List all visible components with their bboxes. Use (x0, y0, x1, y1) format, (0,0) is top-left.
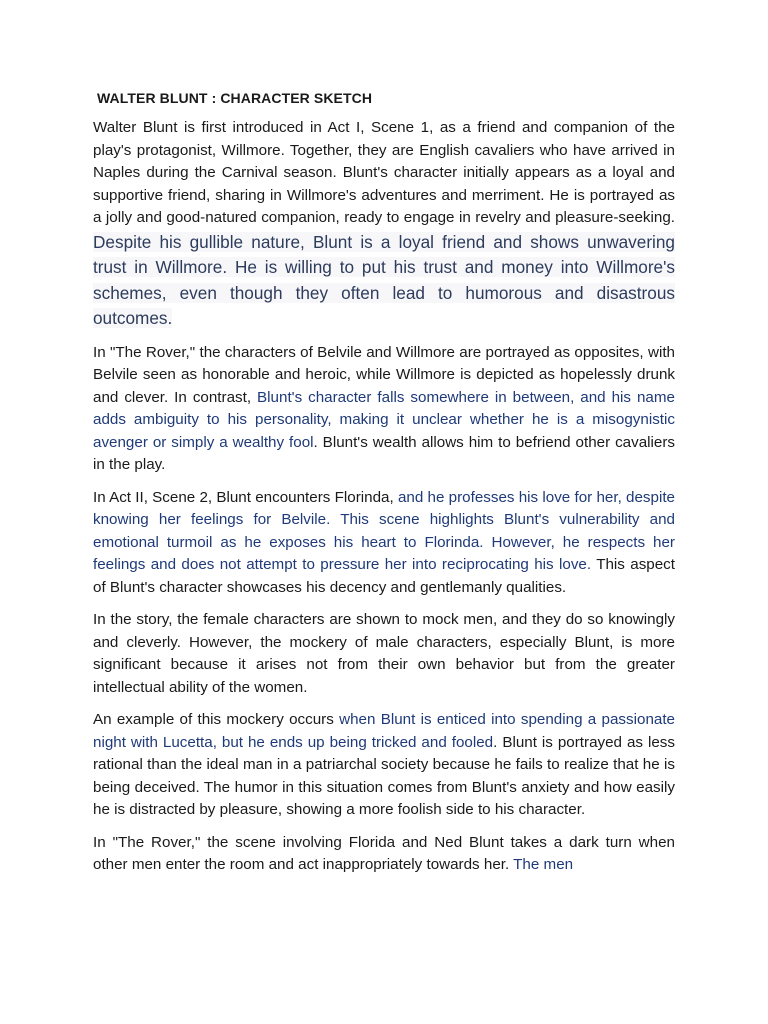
paragraph-lucetta (93, 709, 675, 822)
paragraph-highlight-text: when Blunt is enticed into spending a passionate night with Lucetta, but he ends up being tricked and fooled (93, 711, 675, 751)
paragraph-text: This aspect of Blunt's character showcases his decency and gentlemanly qualities. (93, 556, 675, 596)
paragraph-text: . Blunt's wealth allows him to befriend other cavaliers in the play. (93, 433, 675, 473)
paragraph-text: In the story, the female characters are shown to mock men, and they do so knowingly and cleverly. However, the mockery of male characters, especially Blunt, is more significant because it arises not from their own behavior but from the greater intellectual ability of the women. (93, 611, 675, 696)
paragraph-text: In "The Rover," the characters of Belvile and Willmore are portrayed as opposites, with Belvile seen as honorable and heroic, while Willmore is depicted as hopelessly drunk and clever. In contrast, (93, 343, 675, 406)
paragraph-text: In Act II, Scene 2, Blunt encounters Florinda, (93, 488, 398, 506)
paragraph-text: . Blunt is portrayed as less rational than the ideal man in a patriarchal society because he fails to realize that he is being deceived. The humor in this situation comes from Blunt's anxiety and how easily he is distracted by pleasure, showing a more foolish side to his character. (93, 733, 675, 818)
paragraph-large-text: Despite his gullible nature, Blunt is a loyal friend and shows unwavering trust in Willmore. He is willing to put his trust and money into Willmore's schemes, even though they often lead to humorous and disastrous outcomes. (93, 231, 675, 328)
paragraph-dark-turn (93, 832, 675, 877)
paragraph-highlight-text: and he professes his love for her, despite knowing her feelings for Belvile. This scene highlights Blunt's vulnerability and emotional turmoil as he exposes his heart to Florinda. However, he respects her feelings and does not attempt to pressure her into reciprocating his love. (93, 488, 676, 573)
paragraph-text: An example of this mockery occurs (93, 711, 340, 728)
document-title: WALTER BLUNT : CHARACTER SKETCH (97, 90, 373, 106)
paragraph-highlight-text: The men (513, 856, 574, 873)
paragraph-text: In "The Rover," the scene involving Florida and Ned Blunt takes a dark turn when other men enter the room and act inappropriately towards her. (93, 833, 675, 873)
paragraph-text: Walter Blunt is first introduced in Act I, Scene 1, as a friend and companion of the play's protagonist, Willmore. Together, they are English cavaliers who have arrived in Naples during the Carnival season. Blunt's character initially appears as a loyal and supportive friend, sharing in Willmore's adventures and merriment. He is portrayed as a jolly and good-natured companion, ready to engage in revelry and pleasure-seeking. (93, 119, 675, 226)
paragraph-act-two (93, 487, 675, 600)
paragraph-belvile-willmore (93, 342, 675, 477)
paragraph-highlight-text: Blunt's character falls somewhere in between, and his name adds ambiguity to his personality, making it unclear whether he is a misogynistic avenger or simply a wealthy fool (93, 388, 675, 451)
paragraph-intro (93, 117, 675, 332)
paragraph-mockery (93, 609, 675, 699)
document-page (93, 88, 675, 887)
